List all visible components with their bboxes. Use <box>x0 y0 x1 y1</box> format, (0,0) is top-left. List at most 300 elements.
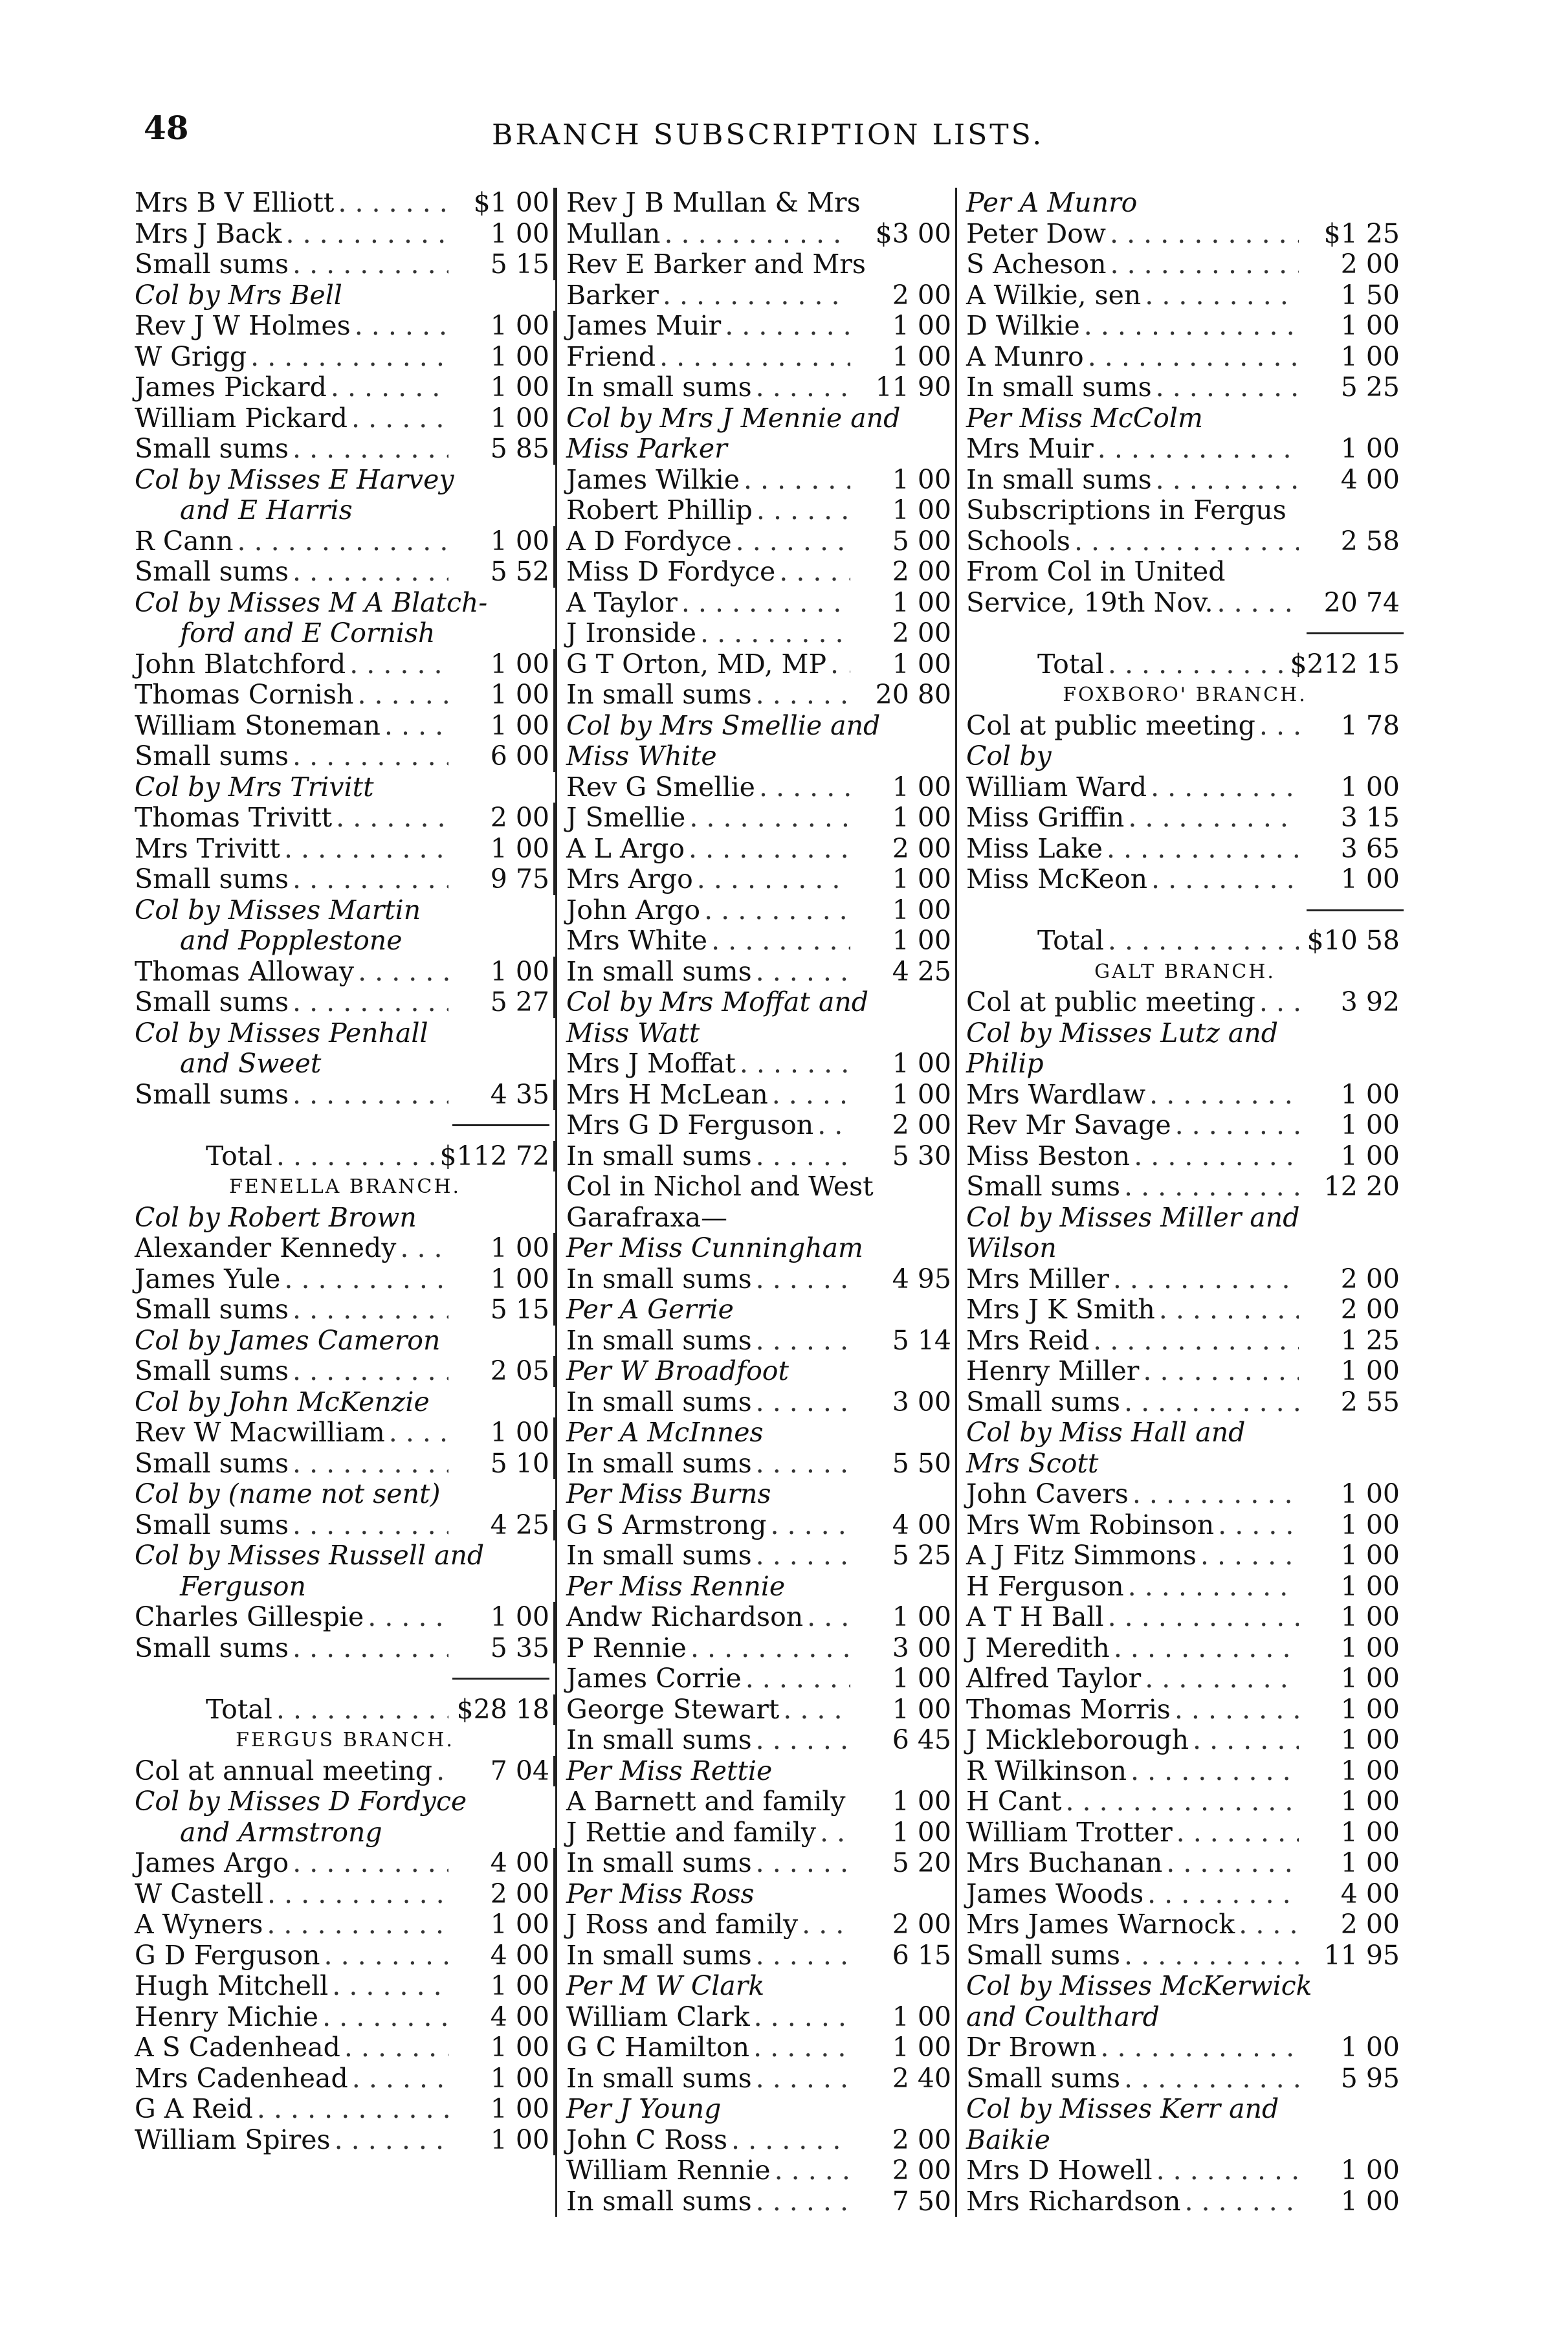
dot-leader <box>689 803 850 834</box>
subscription-amount: 1 00 <box>1340 1724 1400 1755</box>
collector-heading <box>135 1479 555 1510</box>
subscription-entry <box>135 1294 555 1326</box>
dot-leader <box>1065 1786 1299 1817</box>
entry-text-line <box>957 557 1404 588</box>
subscription-entry <box>957 280 1404 311</box>
subscription-amount: 4 00 <box>452 2002 555 2033</box>
entry-text: Subscriptions in Fergus <box>966 494 1286 526</box>
subscription-entry <box>957 434 1404 465</box>
subscriber-name: Barker <box>566 279 659 311</box>
subscription-entry <box>957 1879 1404 1910</box>
dot-leader <box>1100 2032 1299 2063</box>
collector-label: Per Miss McColm <box>966 402 1203 434</box>
collector-label: Col by <box>966 740 1052 772</box>
subscription-amount: 1 00 <box>854 1602 957 1633</box>
subscription-amount: 1 00 <box>854 495 957 526</box>
subscription-amount: 4 00 <box>854 1510 957 1541</box>
subscription-entry <box>135 1633 555 1664</box>
subscriber-name: Small sums <box>135 863 289 894</box>
dot-leader <box>759 772 850 803</box>
subscription-amount: $1 00 <box>452 188 555 219</box>
subscription-amount: 9 75 <box>452 864 555 895</box>
branch-heading <box>957 957 1404 988</box>
collector-label: Col by Miss Hall and <box>966 1417 1246 1448</box>
subscriber-name: Thomas Morris <box>966 1693 1171 1725</box>
branch-heading <box>135 1725 555 1756</box>
entry-text-line <box>557 1203 957 1234</box>
collector-label: Philip <box>966 1048 1044 1079</box>
dot-leader <box>1239 1909 1299 1940</box>
dot-leader <box>849 1786 850 1817</box>
subscription-amount: 1 00 <box>452 1233 555 1264</box>
subscriber-name: In small sums <box>566 679 752 710</box>
subscriber-name: Alfred Taylor <box>966 1663 1142 1694</box>
collector-label: Per W Broadfoot <box>566 1355 789 1386</box>
subscription-amount: 2 00 <box>1340 249 1400 280</box>
subscriber-name: In small sums <box>566 1140 752 1172</box>
subscriber-name: A Munro <box>966 340 1084 372</box>
dot-leader <box>250 342 448 373</box>
subscription-entry <box>135 372 555 403</box>
subscriber-name: Miss Griffin <box>966 802 1125 833</box>
subscription-amount: 1 00 <box>1340 1632 1400 1663</box>
total-row <box>135 1694 555 1726</box>
subscriber-name: Miss D Fordyce <box>566 556 776 587</box>
subscription-entry <box>557 2063 957 2094</box>
subscription-amount: 2 00 <box>452 803 555 834</box>
subscriber-name: G C Hamilton <box>566 2032 750 2063</box>
collector-heading <box>135 1817 555 1849</box>
subscription-amount: 1 00 <box>1340 1755 1400 1786</box>
collector-label: and E Harris <box>180 494 353 526</box>
subscription-entry <box>557 1848 957 1879</box>
collector-label: Ferguson <box>180 1570 306 1602</box>
subscription-amount: 2 55 <box>1340 1386 1400 1417</box>
subscriber-name: Miss McKeon <box>966 863 1148 894</box>
dot-leader <box>753 2032 850 2063</box>
collector-label: Per J Young <box>566 2093 722 2124</box>
subscriber-name: Small sums <box>135 249 289 280</box>
subscriber-name: James Woods <box>966 1878 1144 1909</box>
subscriber-name: Thomas Alloway <box>135 955 355 987</box>
subscription-entry <box>957 1633 1404 1664</box>
dot-leader <box>324 1940 448 1971</box>
subscription-entry <box>957 1080 1404 1111</box>
subscriber-name: George Stewart <box>566 1693 780 1725</box>
collector-label: Per Miss Burns <box>566 1478 771 1509</box>
subscription-amount: 11 90 <box>854 372 957 403</box>
total-amount: $10 58 <box>1307 925 1400 956</box>
total-label: Total <box>206 1140 272 1172</box>
dot-leader <box>1113 1264 1299 1295</box>
subscription-amount: 1 00 <box>452 403 555 434</box>
dot-leader <box>267 1909 448 1940</box>
dot-leader <box>1156 2155 1299 2186</box>
subscription-amount: 1 50 <box>1340 279 1400 311</box>
dot-leader <box>335 2125 448 2156</box>
subscription-entry <box>557 1663 957 1694</box>
subscription-amount: 1 00 <box>1340 2155 1400 2186</box>
subscriber-name: Mrs D Howell <box>966 2155 1153 2186</box>
subscription-amount: 1 00 <box>1340 1140 1400 1172</box>
collector-label: Per Miss Cunningham <box>566 1232 863 1263</box>
subscriber-name: In small sums <box>966 372 1152 403</box>
dot-leader <box>293 1449 448 1480</box>
dot-leader <box>293 1848 448 1879</box>
collector-label: Col by Misses Russell and <box>135 1540 485 1571</box>
dot-leader <box>1131 1756 1299 1787</box>
subscription-entry <box>557 1633 957 1664</box>
dot-leader <box>1124 1172 1299 1203</box>
collector-heading <box>957 2094 1404 2125</box>
dot-leader <box>368 1602 448 1633</box>
subscription-amount: 11 95 <box>1323 1939 1400 1971</box>
subscription-amount: 1 00 <box>854 342 957 373</box>
subscriber-name: In small sums <box>566 372 752 403</box>
subscriber-name: H Ferguson <box>966 1570 1124 1602</box>
collector-heading <box>557 434 957 465</box>
collector-label: and Popplestone <box>180 925 403 956</box>
subscription-amount: 5 14 <box>854 1326 957 1357</box>
subscription-amount: 2 00 <box>854 280 957 311</box>
subscription-column-3 <box>955 188 1404 2217</box>
subscription-amount: 1 00 <box>1340 1601 1400 1632</box>
subscription-entry <box>135 1510 555 1541</box>
subscriber-name: J Meredith <box>966 1632 1110 1663</box>
subscription-entry <box>957 465 1404 496</box>
collector-label: Col by Mrs Bell <box>135 279 342 311</box>
subscription-entry <box>557 495 957 526</box>
dot-leader <box>1128 1571 1299 1603</box>
total-amount: $28 18 <box>452 1694 555 1726</box>
dot-leader <box>1108 649 1286 680</box>
subscriber-name: Mrs Wm Robinson <box>966 1509 1215 1540</box>
dot-leader <box>1149 1080 1299 1111</box>
subscriber-name: J Smellie <box>566 802 686 833</box>
dot-leader <box>1259 711 1299 742</box>
subscription-entry <box>557 680 957 711</box>
subscriber-name: James Corrie <box>566 1663 742 1694</box>
collector-label: Wilson <box>966 1232 1057 1263</box>
dot-leader <box>1184 2186 1299 2217</box>
subscription-entry <box>957 1294 1404 1326</box>
subscription-amount: 1 00 <box>452 1971 555 2002</box>
dot-leader <box>1200 1540 1299 1571</box>
subscription-entry <box>135 1602 555 1633</box>
dot-leader <box>1124 1387 1299 1418</box>
subscriber-name: William Stoneman <box>135 709 381 741</box>
subscription-entry <box>957 311 1404 342</box>
subscription-amount: 1 00 <box>452 680 555 711</box>
dot-leader <box>1166 1848 1299 1879</box>
collector-heading <box>557 987 957 1018</box>
subscriber-name: Service, 19th Nov. <box>966 586 1213 618</box>
subscription-amount: 1 00 <box>452 342 555 373</box>
subscription-amount: 2 00 <box>854 2125 957 2156</box>
subscriber-name: A J Fitz Simmons <box>966 1540 1197 1571</box>
subscriber-name: James Pickard <box>135 372 327 403</box>
subscription-entry <box>557 1602 957 1633</box>
dot-leader <box>756 495 850 526</box>
subscription-amount: 1 00 <box>452 711 555 742</box>
subscriber-name: Friend <box>566 340 656 372</box>
subscription-entry <box>557 1510 957 1541</box>
subscription-entry <box>557 1264 957 1295</box>
subscription-amount: 2 00 <box>854 618 957 649</box>
subscription-amount: 1 00 <box>1340 1693 1400 1725</box>
subscriber-name: John C Ross <box>566 2124 728 2155</box>
subscriber-name: A Wilkie, sen <box>966 279 1142 311</box>
subscriber-name: James Wilkie <box>566 463 740 495</box>
subscriber-name: Small sums <box>135 986 289 1017</box>
subscription-amount: 5 10 <box>452 1449 555 1480</box>
dot-leader <box>1156 465 1299 496</box>
entry-text: Rev E Barker and Mrs <box>566 249 866 280</box>
dot-leader <box>1074 526 1299 557</box>
collector-heading <box>557 1971 957 2002</box>
subscription-amount: 7 50 <box>854 2186 957 2217</box>
subscriber-name: G S Armstrong <box>566 1509 767 1540</box>
subscription-amount: 1 00 <box>452 1602 555 1633</box>
subscription-entry <box>135 557 555 588</box>
collector-heading <box>135 280 555 311</box>
subscription-amount: 4 35 <box>452 1080 555 1111</box>
subscription-entry <box>557 311 957 342</box>
collector-label: Col by James Cameron <box>135 1324 441 1356</box>
collector-label: Baikie <box>966 2124 1050 2155</box>
subscription-entry <box>957 2063 1404 2094</box>
entry-text-line <box>557 188 957 219</box>
subscriber-name: J Ironside <box>566 617 697 649</box>
subscription-entry <box>557 588 957 619</box>
subscription-column-1 <box>135 188 555 2155</box>
dot-leader <box>817 1110 850 1141</box>
subscription-entry <box>957 1848 1404 1879</box>
subscription-entry <box>135 803 555 834</box>
subscription-amount: 1 00 <box>1340 340 1400 372</box>
subscription-entry <box>957 1172 1404 1203</box>
dot-leader <box>338 188 448 219</box>
collector-heading <box>135 772 555 803</box>
subscription-amount: 2 40 <box>854 2063 957 2094</box>
subscription-entry <box>957 987 1404 1018</box>
subscription-entry <box>957 1940 1404 1971</box>
collector-label: Col by Robert Brown <box>135 1201 417 1233</box>
collector-heading <box>957 1018 1404 1049</box>
subscriber-name: Small sums <box>135 740 289 772</box>
subscription-entry <box>135 1264 555 1295</box>
dot-leader <box>736 526 850 557</box>
dot-leader <box>1108 1602 1299 1633</box>
subscriber-name: R Wilkinson <box>966 1755 1127 1786</box>
subscription-amount: 1 00 <box>452 957 555 988</box>
dot-leader <box>1151 864 1299 895</box>
subscription-entry <box>557 1725 957 1756</box>
dot-leader <box>1217 588 1299 619</box>
collector-heading <box>557 403 957 434</box>
subscriber-name: Mrs G D Ferguson <box>566 1109 814 1140</box>
dot-leader <box>754 2002 850 2033</box>
subscription-entry <box>957 1909 1404 1940</box>
subscriber-name: Thomas Trivitt <box>135 802 333 833</box>
dot-leader <box>1124 2063 1299 2094</box>
collector-label: Miss Parker <box>566 433 727 464</box>
branch-title: FERGUS BRANCH. <box>236 1729 454 1751</box>
subscription-amount: 20 74 <box>1323 586 1400 618</box>
dot-leader <box>400 1233 448 1264</box>
subscriber-name: In small sums <box>566 1386 752 1417</box>
dot-leader <box>700 618 850 649</box>
dot-leader <box>830 649 850 680</box>
subscription-amount: 12 20 <box>1323 1171 1400 1202</box>
subscription-amount: 5 20 <box>854 1848 957 1879</box>
running-head: BRANCH SUBSCRIPTION LISTS. <box>492 118 1044 151</box>
subscription-entry <box>135 680 555 711</box>
subscription-amount: 5 15 <box>452 249 555 280</box>
collector-heading <box>135 1387 555 1418</box>
dot-leader <box>1088 342 1299 373</box>
subscription-amount: 1 00 <box>854 1817 957 1849</box>
collector-heading <box>957 403 1404 434</box>
subscription-amount: 1 00 <box>854 1694 957 1726</box>
subscription-amount: 2 00 <box>854 557 957 588</box>
branch-heading <box>135 1172 555 1203</box>
subscription-amount: 5 25 <box>854 1540 957 1571</box>
subscription-entry <box>957 803 1404 834</box>
dot-leader <box>257 2094 448 2125</box>
dot-leader <box>1176 1817 1299 1849</box>
subscriber-name: Mrs J Moffat <box>566 1048 736 1079</box>
dot-leader <box>286 219 448 250</box>
dot-leader <box>357 680 448 711</box>
entry-text: Rev J B Mullan & Mrs <box>566 187 861 218</box>
entry-text-line <box>557 249 957 280</box>
dot-leader <box>267 1879 448 1910</box>
subscription-amount: 2 00 <box>452 1879 555 1910</box>
subscriber-name: In small sums <box>566 1724 752 1755</box>
subscription-amount: 1 00 <box>1340 863 1400 894</box>
dot-leader <box>711 926 850 957</box>
subscription-entry <box>135 311 555 342</box>
subscription-amount: 2 58 <box>1340 525 1400 557</box>
subscription-entry <box>135 1940 555 1971</box>
subscription-amount: 2 05 <box>452 1356 555 1387</box>
subscriber-name: Mrs J K Smith <box>966 1294 1155 1325</box>
dot-leader <box>740 1049 850 1080</box>
subscription-entry <box>957 1141 1404 1172</box>
dot-leader <box>384 711 448 742</box>
dot-leader <box>293 741 448 772</box>
subscriber-name: Mrs Reid <box>966 1324 1090 1356</box>
subscription-amount: 1 00 <box>854 926 957 957</box>
dot-leader <box>1110 219 1299 250</box>
subscription-entry <box>135 2125 555 2156</box>
dot-leader <box>756 1940 850 1971</box>
subscription-entry <box>135 188 555 219</box>
subscriber-name: In small sums <box>566 1540 752 1571</box>
subscription-entry <box>135 249 555 280</box>
dot-leader <box>293 1356 448 1387</box>
subscription-amount: 1 00 <box>854 864 957 895</box>
subscription-entry <box>135 2063 555 2094</box>
subscriber-name: R Cann <box>135 525 234 557</box>
collector-label: Col by Misses E Harvey <box>135 463 454 495</box>
subscriber-name: In small sums <box>566 1939 752 1971</box>
dot-leader <box>1110 249 1299 280</box>
dot-leader <box>1151 772 1299 803</box>
subscriber-name: John Argo <box>566 894 701 926</box>
dot-leader <box>293 249 448 280</box>
subscriber-name: In small sums <box>566 955 752 987</box>
subscriber-name: S Acheson <box>966 249 1107 280</box>
subscription-entry <box>557 834 957 865</box>
subscription-amount: 3 00 <box>854 1633 957 1664</box>
subscriber-name: A Taylor <box>566 586 678 618</box>
collector-heading <box>135 1786 555 1817</box>
subscriber-name: Charles Gillespie <box>135 1601 364 1632</box>
subscriber-name: J Mickleborough <box>966 1724 1189 1755</box>
dot-leader <box>820 1817 850 1849</box>
entry-text-line <box>957 495 1404 526</box>
subscription-amount: 6 45 <box>854 1725 957 1756</box>
subscriber-name: Thomas Cornish <box>135 679 354 710</box>
collector-label: Per Miss Rennie <box>566 1570 786 1602</box>
dot-leader <box>1114 1633 1299 1664</box>
subscription-amount: 1 00 <box>854 1049 957 1080</box>
subscriber-name: Small sums <box>966 1939 1121 1971</box>
subscriber-name: Mrs Trivitt <box>135 832 280 864</box>
subscription-entry <box>557 1080 957 1111</box>
subscription-entry <box>135 711 555 742</box>
collector-label: Col by Misses Lutz and <box>966 1017 1278 1049</box>
subscription-entry <box>957 834 1404 865</box>
subscription-entry <box>135 957 555 988</box>
subscriber-name: Peter Dow <box>966 217 1107 249</box>
subscription-entry <box>135 2032 555 2063</box>
dot-leader <box>704 895 850 926</box>
collector-heading <box>557 1417 957 1449</box>
subscription-entry <box>957 1817 1404 1849</box>
collector-heading <box>957 741 1404 772</box>
subscription-entry <box>135 434 555 465</box>
collector-heading <box>957 1971 1404 2002</box>
subscription-entry <box>557 2032 957 2063</box>
subscription-amount: 1 00 <box>452 2063 555 2094</box>
collector-label: Col by Misses Miller and <box>966 1201 1300 1233</box>
subscription-entry <box>957 1571 1404 1603</box>
subscription-amount: 1 00 <box>1340 1478 1400 1509</box>
collector-label: Per Miss Rettie <box>566 1755 773 1786</box>
subscription-entry <box>957 526 1404 557</box>
subscriber-name: Henry Miller <box>966 1355 1140 1386</box>
total-rule <box>957 618 1404 649</box>
subscriber-name: Mrs Miller <box>966 1263 1109 1294</box>
subscription-amount: 6 00 <box>452 741 555 772</box>
dot-leader <box>1143 1356 1299 1387</box>
total-amount: $112 72 <box>439 1141 555 1172</box>
subscription-amount: 4 95 <box>854 1264 957 1295</box>
subscription-amount: 1 00 <box>854 465 957 496</box>
subscriber-name: In small sums <box>566 1447 752 1479</box>
collector-heading <box>135 1203 555 1234</box>
dot-leader <box>293 864 448 895</box>
subscriber-name: James Muir <box>566 310 722 341</box>
subscription-entry <box>557 280 957 311</box>
dot-leader <box>770 1510 850 1541</box>
subscription-entry <box>557 895 957 926</box>
subscription-entry <box>557 649 957 680</box>
dot-leader <box>1145 280 1299 311</box>
